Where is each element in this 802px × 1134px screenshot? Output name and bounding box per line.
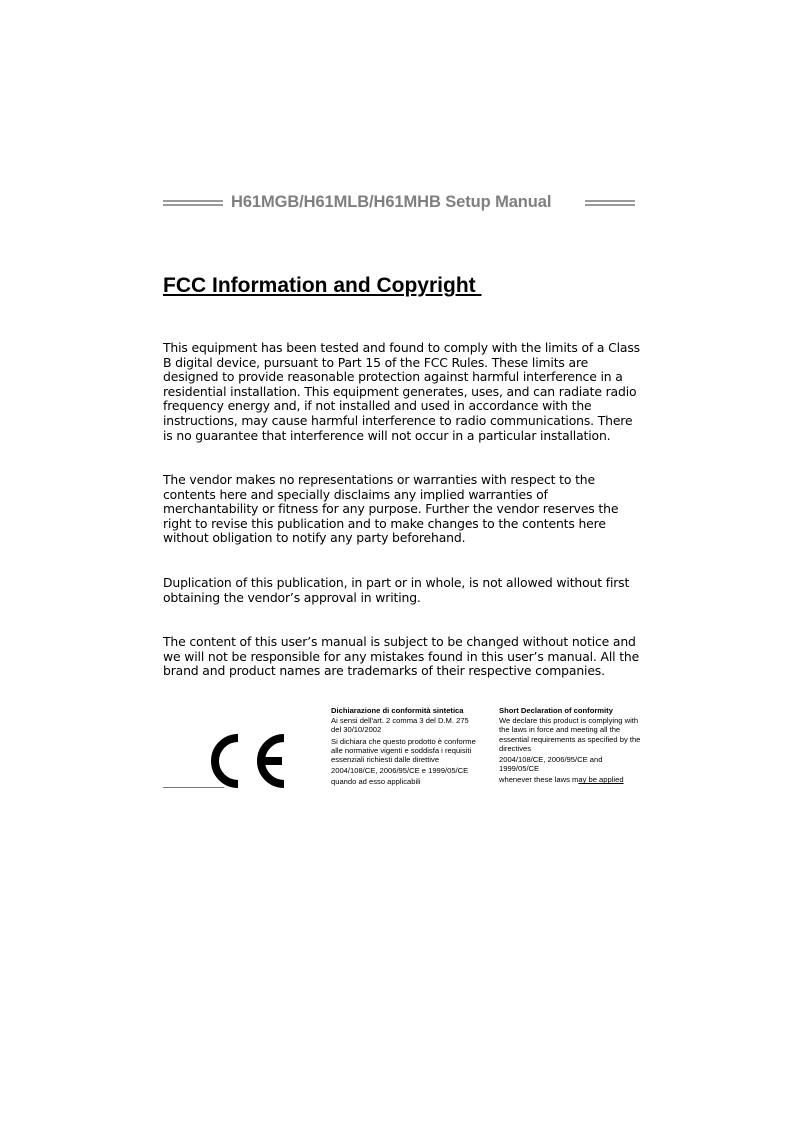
declaration-en-footer-underlined: ay be applied bbox=[578, 775, 624, 785]
declaration-italian bbox=[331, 706, 481, 789]
header-rule-left bbox=[163, 200, 223, 206]
declaration-en-heading: Short Declaration of conformity bbox=[499, 706, 613, 715]
warranty-paragraph: The vendor makes no representations or warranties with respect to the contents here and specially disclaims any implied warranties of merchantability or fitness for any purpose. Further the vendor reserves the right to revise this publication and to make changes to the contents here without obligation to notify any party beforehand. bbox=[163, 472, 619, 546]
declaration-en-statement: We declare this product is complying with the laws in force and meeting all the essential requirements as specified by the directives bbox=[499, 716, 641, 753]
declaration-en-footer bbox=[499, 775, 644, 784]
header-rule-right bbox=[585, 200, 635, 206]
declaration-english bbox=[499, 706, 644, 787]
page-header bbox=[163, 193, 635, 215]
declaration-it-law: Ai sensi dell'art. 2 comma 3 del D.M. 275 del 30/10/2002 bbox=[331, 716, 469, 735]
declaration-en-directives: 2004/108/CE, 2006/95/CE and 1999/05/CE bbox=[499, 755, 603, 774]
ce-underline bbox=[163, 787, 224, 788]
declaration-it-footer: quando ad esso applicabili bbox=[331, 777, 421, 787]
manual-title: H61MGB/H61MLB/H61MHB Setup Manual bbox=[231, 193, 552, 211]
page-title: FCC Information and Copyright bbox=[163, 274, 482, 297]
declaration-it-directives: 2004/108/CE, 2006/95/CE e 1999/05/CE bbox=[331, 766, 469, 776]
declaration-it-statement: Si dichiara che questo prodotto è conforme alle normative vigenti e soddisfa i requisiti essenziali richiesti dalle direttive bbox=[331, 736, 476, 765]
ce-mark-icon bbox=[210, 734, 290, 792]
duplication-paragraph: Duplication of this publication, in part or in whole, is not allowed without first obtaining the vendor’s approval in writing. bbox=[163, 575, 630, 605]
trademark-paragraph: The content of this user’s manual is subject to be changed without notice and we will not be responsible for any mistakes found in this user’s manual. All the brand and product names are trademarks of their respective companies. bbox=[163, 634, 640, 679]
fcc-paragraph: This equipment has been tested and found to comply with the limits of a Class B digital device, pursuant to Part 15 of the FCC Rules. These limits are designed to provide reasonable protection against harmful interference in a residential installation. This equipment generates, uses, and can radiate radio frequency energy and, if not installed and used in accordance with the instructions, may cause harmful interference to radio communications. There is no guarantee that interference will not occur in a particular installation. bbox=[163, 340, 640, 443]
declaration-en-footer-start: whenever these laws m bbox=[499, 775, 579, 785]
declaration-it-heading: Dichiarazione di conformità sintetica bbox=[331, 706, 464, 715]
